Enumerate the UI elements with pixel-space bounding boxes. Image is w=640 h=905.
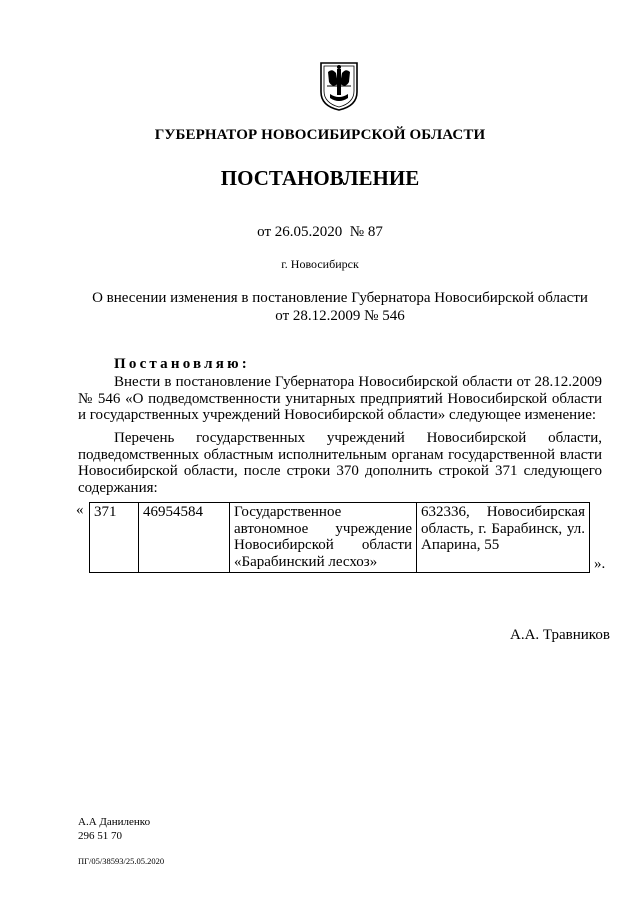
paragraph-list-addition: Перечень государственных учреждений Новосибирской области, подведомственных областным исполнительным органам государственной власти Новосибирской области, после строки 370 дополнить строкой 371 следующего содержания: — [78, 430, 602, 496]
cell-org-code: 46954584 — [139, 503, 230, 573]
coat-of-arms-icon — [318, 58, 360, 112]
document-date-number: от 26.05.2020 № 87 — [257, 224, 383, 240]
signer-name: А.А. Травников — [510, 627, 610, 643]
cell-org-name: Государственное автономное учреждение Новосибирской области «Барабинский лесхоз» — [230, 503, 417, 573]
subject-line-2: от 28.12.2009 № 546 — [275, 308, 405, 324]
paragraph-amendment: Внести в постановление Губернатора Новосибирской области от 28.12.2009 № 546 «О подведомственности унитарных предприятий Новосибирской области и государственных учреждений Новосибирской области» следующее изменение: — [78, 374, 602, 423]
document-type: ПОСТАНОВЛЕНИЕ — [220, 166, 420, 190]
document-code: ПГ/05/38593/25.05.2020 — [78, 856, 165, 866]
document-subject — [80, 289, 600, 325]
cell-row-number: 371 — [90, 503, 139, 573]
city-name: г. Новосибирск — [281, 257, 359, 271]
executor-name: А.А Даниленко — [78, 816, 151, 828]
quote-close: ». — [594, 556, 606, 572]
inserted-row-table — [89, 502, 590, 573]
quote-open: « — [76, 502, 84, 518]
executor-phone: 296 51 70 — [78, 830, 122, 842]
governor-title: ГУБЕРНАТОР НОВОСИБИРСКОЙ ОБЛАСТИ — [154, 127, 486, 143]
cell-org-address: 632336, Новосибирская область, г. Барабинск, ул. Апарина, 55 — [417, 503, 590, 573]
decree-word: Постановляю: — [114, 356, 250, 372]
table-row — [90, 503, 590, 573]
subject-line-1: О внесении изменения в постановление Губернатора Новосибирской области — [92, 290, 588, 306]
